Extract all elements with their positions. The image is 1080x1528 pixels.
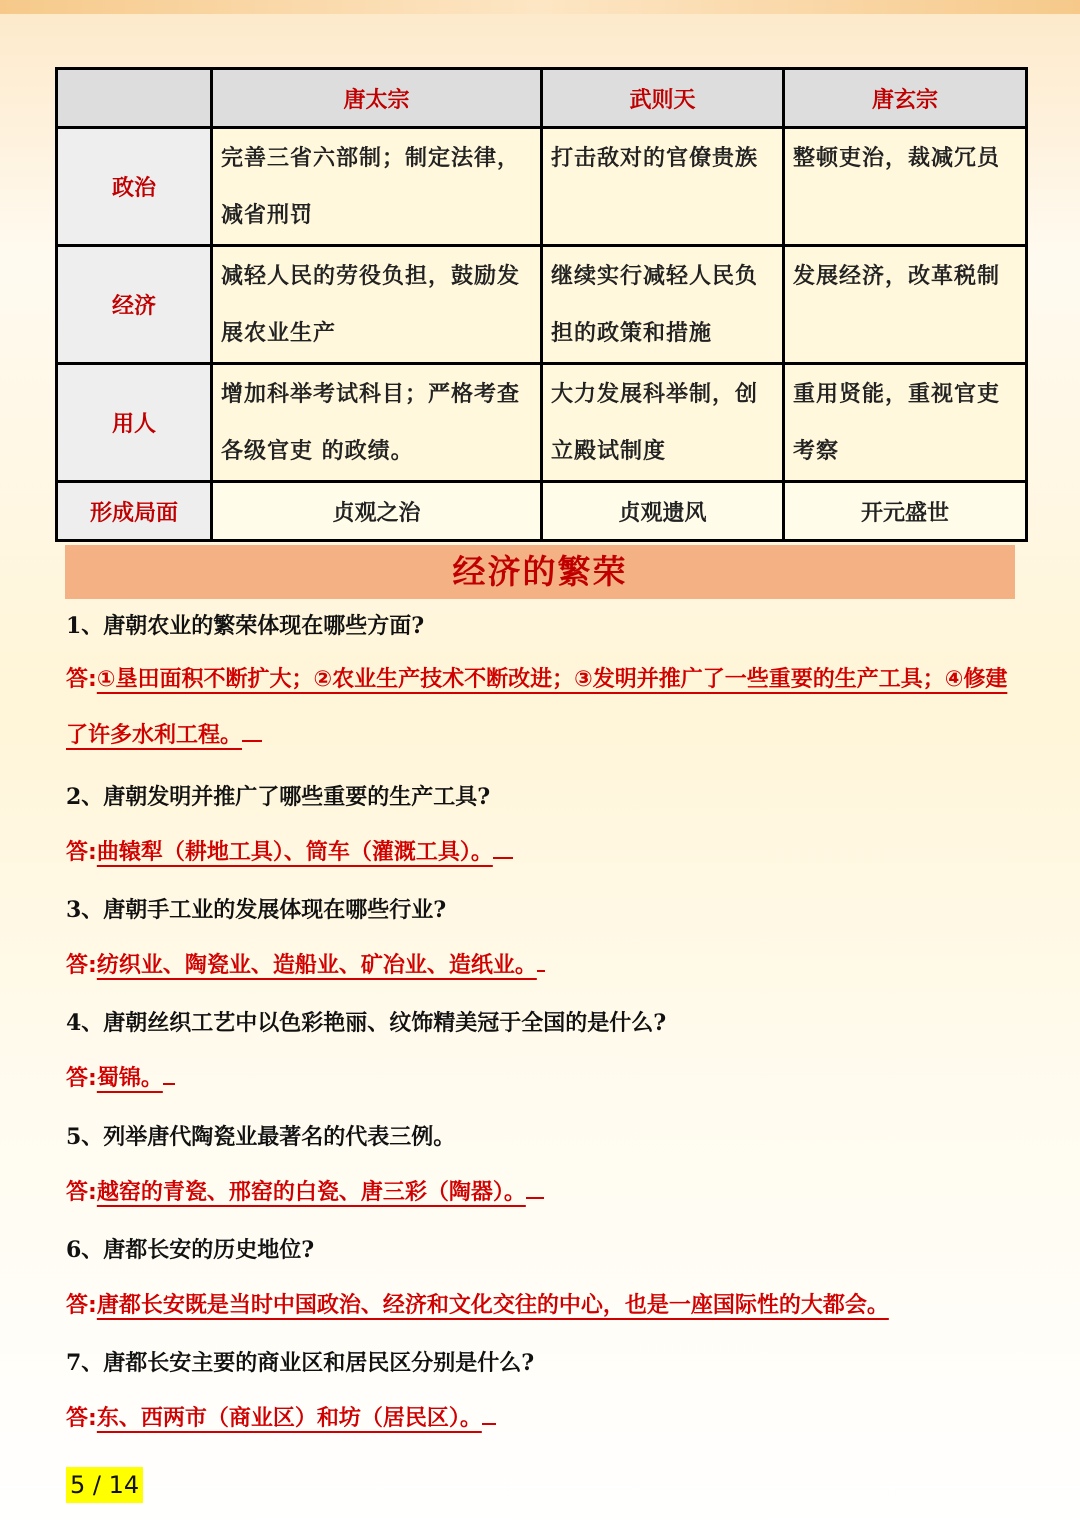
answer-7 (66, 1391, 1026, 1447)
answer-label: 答: (66, 1066, 97, 1091)
cell-personnel-wuzetian: 大力发展科举制，创立殿试制度 (542, 364, 784, 482)
question-6: 6、唐都长安的历史地位? (66, 1237, 315, 1263)
cell-politics-taizong: 完善三省六部制；制定法律，减省刑罚 (212, 128, 542, 246)
answer-text: ①垦田面积不断扩大；②农业生产技术不断改进；③发明并推广了一些重要的生产工具；④修建了许多水利工程。 (66, 667, 1008, 748)
answer-blank-line (242, 726, 262, 742)
question-4: 4、唐朝丝织工艺中以色彩艳丽、纹饰精美冠于全国的是什么? (66, 1010, 667, 1036)
header-wuzetian: 武则天 (542, 69, 784, 128)
answer-1 (66, 652, 1026, 764)
question-2: 2、唐朝发明并推广了哪些重要的生产工具? (66, 784, 491, 810)
result-wuzetian: 贞观遗风 (542, 482, 784, 541)
page-number: 5 / 14 (66, 1467, 143, 1503)
answer-label: 答: (66, 1180, 97, 1205)
top-band (0, 0, 1080, 14)
header-xuanzong: 唐玄宗 (784, 69, 1027, 128)
answer-3 (66, 938, 1026, 994)
answer-label: 答: (66, 667, 97, 692)
qa-item-4 (66, 1007, 1026, 1107)
question-7: 7、唐都长安主要的商业区和居民区分别是什么? (66, 1350, 535, 1376)
cell-economy-taizong: 减轻人民的劳役负担，鼓励发展农业生产 (212, 246, 542, 364)
cell-politics-wuzetian: 打击敌对的官僚贵族 (542, 128, 784, 246)
answer-5 (66, 1165, 1026, 1221)
answer-label: 答: (66, 840, 97, 865)
cell-politics-xuanzong: 整顿吏治，裁减冗员 (784, 128, 1027, 246)
qa-item-1 (66, 610, 1026, 764)
row-label-economy: 经济 (57, 246, 212, 364)
answer-text: 东、西两市（商业区）和坊（居民区）。 (96, 1406, 482, 1431)
table-row-personnel (57, 364, 1027, 482)
question-1: 1、唐朝农业的繁荣体现在哪些方面? (66, 613, 425, 639)
qa-item-2 (66, 781, 1026, 881)
answer-4 (66, 1051, 1026, 1107)
answer-text: 曲辕犁（耕地工具）、筒车（灌溉工具）。 (96, 840, 493, 865)
answer-2 (66, 825, 1026, 881)
cell-economy-wuzetian: 继续实行减轻人民负担的政策和措施 (542, 246, 784, 364)
answer-label: 答: (66, 953, 97, 978)
answer-blank-line (482, 1409, 496, 1425)
section-title: 经济的繁荣 (65, 545, 1015, 599)
result-xuanzong: 开元盛世 (784, 482, 1027, 541)
emperor-comparison-table (55, 67, 1028, 542)
qa-item-7 (66, 1347, 1026, 1447)
answer-blank-line (163, 1069, 175, 1085)
table-row-politics (57, 128, 1027, 246)
answer-blank-line (526, 1183, 544, 1199)
cell-personnel-taizong: 增加科举考试科目；严格考查各级官吏 的政绩。 (212, 364, 542, 482)
table-header-row (57, 69, 1027, 128)
table-row-economy (57, 246, 1027, 364)
answer-blank-line (537, 956, 545, 972)
cell-personnel-xuanzong: 重用贤能，重视官吏考察 (784, 364, 1027, 482)
answer-6 (66, 1278, 1026, 1334)
result-taizong: 贞观之治 (212, 482, 542, 541)
row-label-politics: 政治 (57, 128, 212, 246)
question-5: 5、列举唐代陶瓷业最著名的代表三例。 (66, 1124, 456, 1150)
row-label-result: 形成局面 (57, 482, 212, 541)
qa-item-3 (66, 894, 1026, 994)
answer-text: 纺织业、陶瓷业、造船业、矿冶业、造纸业。 (96, 953, 537, 978)
qa-item-5 (66, 1121, 1026, 1221)
answer-text: 唐都长安既是当时中国政治、经济和文化交往的中心，也是一座国际性的大都会。 (96, 1293, 889, 1318)
cell-economy-xuanzong: 发展经济，改革税制 (784, 246, 1027, 364)
answer-text: 蜀锦。 (96, 1066, 163, 1091)
header-taizong: 唐太宗 (212, 69, 542, 128)
table-corner-cell (57, 69, 212, 128)
answer-label: 答: (66, 1293, 97, 1318)
question-3: 3、唐朝手工业的发展体现在哪些行业? (66, 897, 447, 923)
answer-text: 越窑的青瓷、邢窑的白瓷、唐三彩（陶器）。 (96, 1180, 526, 1205)
table-row-result (57, 482, 1027, 541)
answer-blank-line (493, 843, 513, 859)
row-label-personnel: 用人 (57, 364, 212, 482)
qa-item-6 (66, 1234, 1026, 1334)
answer-label: 答: (66, 1406, 97, 1431)
